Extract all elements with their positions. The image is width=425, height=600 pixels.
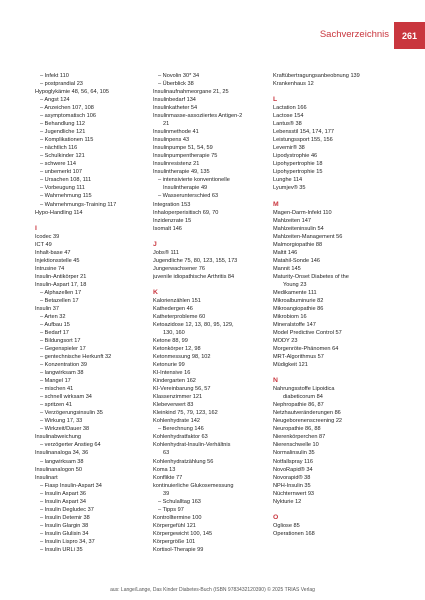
index-column-3 [273, 72, 391, 538]
index-entry: Kindergarten 162 [153, 378, 196, 385]
index-entry: Ketonkörper 12, 98 [153, 346, 201, 353]
index-entry: Netzhautveränderungen 86 [273, 410, 341, 417]
index-subentry: – Tipps 97 [158, 506, 184, 513]
index-entry: Insulinpumpe 51, 54, 59 [153, 145, 213, 152]
index-entry: Morgenröte-Phänomen 64 [273, 346, 339, 353]
index-subentry: – Jugendliche 121 [40, 129, 86, 136]
index-subentry: – Alphazellen 17 [40, 289, 82, 296]
index-entry: Insulintherapie 49 [163, 185, 208, 192]
index-entry: Insulinkatheter 54 [153, 105, 198, 112]
index-subentry: – asymptomatisch 106 [40, 113, 96, 120]
index-subentry: – Bedarf 17 [40, 330, 69, 336]
index-entry: Hypo-Handling 114 [35, 209, 83, 216]
index-entry: 130, 160 [163, 330, 185, 336]
spacer [273, 88, 391, 96]
index-entry: Kohlenhydrate 142 [153, 418, 200, 425]
index-entry: ICT 49 [35, 241, 52, 248]
index-entry: Kohlenhydratfaktor 63 [153, 434, 208, 441]
index-subentry: – Berechnung 146 [158, 426, 204, 433]
index-entry: Mahlzeiten-Management 56 [273, 233, 343, 240]
index-entry: Klebeverwert 83 [153, 402, 194, 409]
index-subentry: – schnell wirksam 34 [40, 394, 92, 401]
index-entry: Kraftübertragungsanbeobnung 139 [273, 73, 360, 79]
index-entry: Malmorgiopathie 88 [273, 241, 323, 248]
index-entry: NovoRapid® 34 [273, 466, 313, 473]
index-column-2 [153, 72, 271, 554]
index-entry: Inzidenzrate 15 [153, 217, 192, 224]
index-subentry: – Insulin Detemir 38 [40, 514, 90, 521]
index-entry: Injektionsstelle 45 [35, 257, 80, 264]
index-subentry: – langwirksam 38 [40, 370, 84, 377]
index-entry: Katheterprobleme 60 [153, 313, 206, 320]
letter-heading: O [273, 513, 279, 521]
index-subentry: – intensivierte konventionelle [158, 177, 230, 184]
index-subentry: – Gegenspieler 17 [40, 346, 86, 353]
index-subentry: – gentechnische Herkunft 32 [40, 354, 112, 361]
index-entry: juvenile idiopathische Arthritis 84 [153, 273, 235, 280]
index-subentry: – unbemerkt 107 [40, 169, 82, 176]
section-title: Sachverzeichnis [319, 29, 389, 40]
index-entry: Kalorienzählen 151 [153, 297, 201, 304]
page-header [300, 22, 425, 49]
index-entry: Ketoazidose 12, 13, 80, 95, 129, [153, 321, 234, 328]
index-entry: Magen-Darm-Infekt 110 [273, 209, 332, 216]
index-entry: 39 [163, 490, 170, 497]
index-entry: Insulintherapie 49, 135 [153, 169, 210, 176]
index-subentry: – Insulin Aspart 36 [40, 490, 87, 497]
index-entry: Neugeborenenscreening 22 [273, 418, 343, 425]
index-subentry: – Insulin Glargin 38 [40, 522, 89, 529]
index-entry: Matahil-Sonde 146 [273, 257, 320, 264]
index-entry: Insulinanaloga 34, 36 [35, 450, 89, 457]
index-subentry: – Betazellen 17 [40, 297, 79, 304]
index-entry: MODY 23 [273, 338, 298, 345]
index-entry: NPH-Insulin 35 [273, 482, 311, 489]
index-entry: Normalinsulin 35 [273, 450, 315, 457]
index-subentry: – mischen 41 [40, 386, 74, 393]
index-entry: Ketone 88, 99 [153, 338, 188, 345]
index-entry: Koma 13 [153, 466, 176, 473]
letter-heading: K [153, 288, 158, 296]
spacer [273, 506, 391, 514]
index-subentry: – Arten 32 [40, 313, 66, 320]
index-entry: Müdigkeit 121 [273, 362, 308, 369]
index-entry: Konflikte 77 [153, 474, 183, 481]
index-subentry: – Insulin Degludec 37 [40, 506, 94, 513]
index-entry: Insulinpens 43 [153, 137, 190, 144]
index-entry: Insulinmethode 41 [153, 129, 199, 136]
index-subentry: – Komplikationen 115 [40, 137, 94, 144]
index-entry: Körpergröße 101 [153, 538, 196, 545]
index-entry: Insulin-Aspart 17, 18 [35, 281, 87, 288]
index-entry: Insulinanalogon 50 [35, 466, 82, 473]
index-entry: MRT-Algorithmus 57 [273, 354, 324, 361]
index-entry: Insulinaufnahmeorgane 21, 25 [153, 89, 229, 96]
index-subentry: – Verzögerungsinsulin 35 [40, 410, 103, 417]
index-subentry: – Angst 124 [40, 97, 70, 104]
index-entry: Lipodystrophie 46 [273, 153, 318, 160]
index-subentry: – Wirkzeit/Dauer 38 [40, 426, 90, 433]
index-entry: Klassenzimmer 121 [153, 394, 203, 401]
index-entry: Ketonmessung 98, 102 [153, 354, 211, 361]
index-entry: Nierenkörperchen 87 [273, 434, 326, 441]
index-subentry: – Schulalltag 163 [158, 498, 201, 505]
index-entry: Lantus® 38 [273, 121, 302, 128]
index-entry: Jugendliche 75, 80, 123, 155, 173 [153, 257, 238, 264]
index-subentry: – Fiasp Insulin-Aspart 34 [40, 482, 102, 489]
letter-heading: N [273, 377, 278, 385]
index-subentry: – Anzeichen 107, 108 [40, 105, 94, 112]
index-entry: Insulin 37 [35, 305, 59, 312]
index-entry: Young 23 [283, 281, 307, 288]
index-subentry: – Insulin Lispro 34, 37 [40, 538, 95, 545]
index-subentry: – Bildungsort 17 [40, 338, 81, 345]
index-entry: Mahlzeiten 147 [273, 217, 311, 224]
index-entry: Insulin-Antikörper 21 [35, 273, 87, 280]
index-entry: Lunghe 114 [273, 177, 303, 184]
index-entry: Insulinmasse-assoziiertes Antigen-2 [153, 113, 243, 120]
index-subentry: – Novolin 30* 34 [158, 73, 200, 79]
index-entry: Inhaloperperisitisch 69, 70 [153, 209, 219, 216]
index-entry: Medikamente 111 [273, 289, 317, 296]
index-subentry: – Wahrnehmung 115 [40, 193, 92, 200]
index-entry: Maltit 146 [273, 249, 298, 256]
index-subentry: – Vorbeugung 111 [40, 185, 85, 192]
spacer [273, 369, 391, 377]
index-entry: Jobs® 111 [153, 249, 179, 256]
index-entry: Lactose 154 [273, 113, 304, 120]
spacer [35, 217, 153, 225]
index-subentry: – Infekt 110 [40, 73, 69, 79]
index-entry: Kortisol-Therapie 99 [153, 546, 204, 553]
index-entry: Körpergefühl 121 [153, 522, 196, 529]
index-entry: Nykturie 12 [273, 498, 302, 505]
index-entry: Kohlenhydratzählung 56 [153, 458, 214, 465]
index-entry: Mineralstoffe 147 [273, 321, 316, 328]
index-subentry: – postprandial 23 [40, 81, 83, 88]
index-entry: Krankenhaus 12 [273, 81, 314, 88]
index-entry: Kohlenhydrat-Insulin-Verhältnis [153, 442, 231, 449]
index-entry: Mikroangiopathie 86 [273, 305, 324, 312]
index-entry: Kleinkind 75, 79, 123, 162 [153, 410, 218, 417]
index-entry: Integration 153 [153, 201, 191, 208]
index-entry: Insulinbedarf 134 [153, 97, 196, 104]
index-entry: 21 [163, 121, 170, 128]
index-entry: Lipohypertrophie 18 [273, 161, 323, 168]
index-entry: Insulinabweichung [35, 434, 82, 441]
index-entry: Maturity-Onset Diabetes of the [273, 273, 349, 280]
index-entry: Lipohypertrophie 15 [273, 169, 323, 176]
index-subentry: – Wahrnehmungs-Training 117 [40, 201, 117, 208]
index-entry: Insulinpumpentherapie 75 [153, 153, 218, 160]
index-entry: Ketonurie 99 [153, 362, 185, 369]
index-subentry: – Schulkinder 121 [40, 153, 85, 160]
index-entry: 63 [163, 450, 170, 457]
index-subentry: – verzögerter Anstieg 64 [40, 442, 101, 449]
index-entry: Jungerwachsener 76 [153, 265, 205, 272]
index-entry: Lactation 166 [273, 105, 307, 112]
index-entry: Nephropathie 86, 87 [273, 402, 324, 409]
index-subentry: – Mangel 17 [40, 378, 71, 385]
index-entry: Insulinart [35, 474, 58, 481]
index-entry: kontinuierliche Glukosemessung [153, 482, 234, 489]
index-entry: Leistungssport 155, 156 [273, 137, 333, 144]
index-entry: KI-Vereinbarung 56, 57 [153, 386, 211, 393]
index-entry: Levemir® 38 [273, 145, 305, 152]
index-subentry: – Insulin Glulisin 34 [40, 530, 89, 537]
index-entry: Neuropathie 86, 88 [273, 426, 321, 433]
index-entry: Icodec 39 [35, 233, 60, 240]
index-entry: Model Predictive Control 57 [273, 330, 342, 336]
index-subentry: – Aufbau 15 [40, 321, 70, 328]
index-entry: Nierenschwelle 10 [273, 442, 319, 449]
index-subentry: – schwere 114 [40, 161, 76, 168]
copyright-footer: aus: Lange/Lange, Das Kinder Diabetes-Buch (ISBN 9783432120390) © 2025 TRIAS Verlag [110, 587, 315, 593]
index-subentry: – Wirkung 17, 33 [40, 418, 83, 425]
index-entry: Operationen 168 [273, 530, 315, 537]
index-entry: KI-Intensive 16 [153, 370, 191, 377]
index-column-1 [35, 72, 153, 554]
index-subentry: – Insulin Aspart 34 [40, 498, 87, 505]
index-entry: Mannit 145 [273, 265, 301, 272]
index-entry: Körpergewicht 100, 145 [153, 530, 213, 537]
letter-heading: M [273, 200, 279, 208]
index-subentry: – spritzen 41 [40, 402, 73, 409]
letter-heading: L [273, 96, 278, 104]
index-entry: Nahrungsstoffe Lipoidica [273, 386, 335, 393]
index-subentry: – Ursachen 108, 111 [40, 177, 92, 184]
index-entry: Nüchternwert 93 [273, 490, 315, 497]
index-subentry: – Konzentration 39 [40, 362, 87, 369]
index-entry: Lyumjev® 35 [273, 185, 306, 192]
index-entry: Inhalt-base 47 [35, 249, 71, 256]
index-entry: Mikroalbuminurie 82 [273, 297, 324, 304]
index-entry: Hypoglykämie 48, 56, 64, 105 [35, 89, 110, 96]
index-subentry: – langwirksam 38 [40, 458, 84, 465]
spacer [273, 192, 391, 200]
index-subentry: – Wasserunterschied 63 [158, 193, 219, 200]
index-entry: Notfallspray 116 [273, 458, 314, 465]
index-entry: Lebensstil 154, 174, 177 [273, 129, 334, 136]
letter-heading: I [35, 224, 37, 232]
letter-heading: J [153, 240, 157, 248]
index-entry: Intrusine 74 [35, 265, 65, 272]
spacer [153, 281, 271, 289]
index-entry: Mahlzeiteninsulin 54 [273, 225, 324, 232]
spacer [153, 233, 271, 241]
index-entry: Insulinresistenz 21 [153, 161, 200, 168]
index-entry: Isomalt 146 [153, 225, 182, 232]
index-entry: Kontrolltermine 100 [153, 514, 202, 521]
index-subentry: – Behandlung 112 [40, 121, 85, 128]
index-entry: Ogliose 85 [273, 522, 300, 529]
index-entry: Mikrobiom 16 [273, 313, 307, 320]
index-subentry: – nächtlich 116 [40, 145, 78, 152]
page-number-badge: 261 [394, 22, 425, 49]
index-entry: Kathedergen 46 [153, 305, 193, 312]
index-entry: diabeticorum 84 [283, 394, 323, 401]
index-subentry: – Überblick 38 [158, 81, 194, 88]
index-entry: Novorapid® 38 [273, 474, 311, 481]
index-subentry: – Insulin URLi 35 [40, 546, 83, 553]
